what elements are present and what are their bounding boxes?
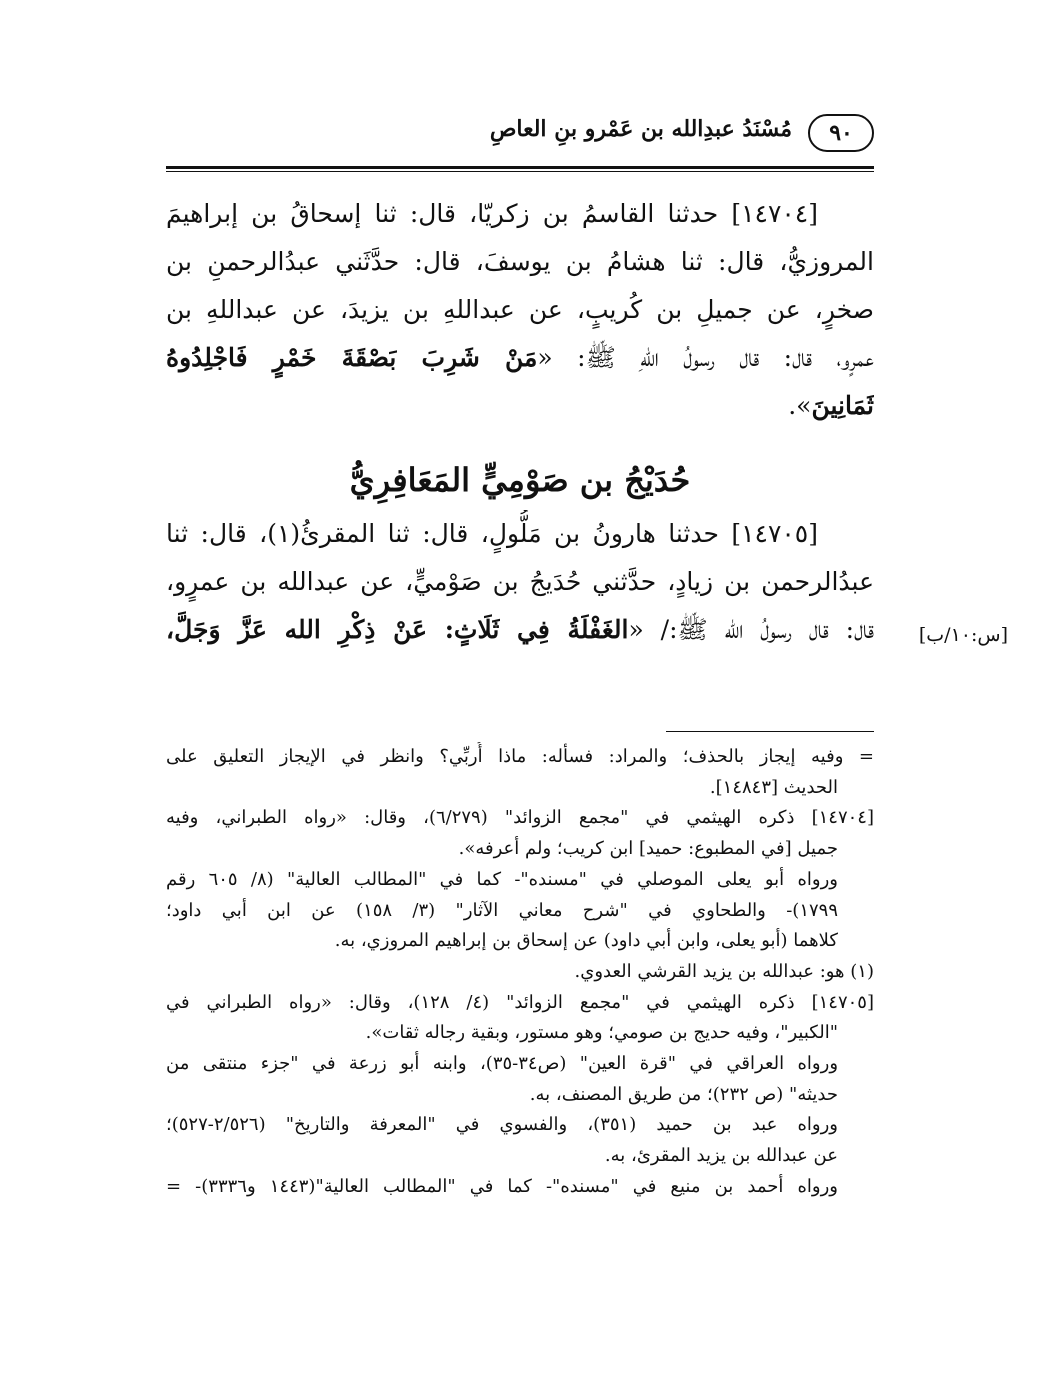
running-title: مُسْنَدُ عبدِالله بن عَمْرو بنِ العاصِ [489, 116, 792, 142]
footnote-line: ورواه العراقي في "قرة العين" (ص٣٤-٣٥)، وابنه أبو زرعة في "جزء منتقى من [166, 1053, 839, 1075]
hadith-14705-line-3-plain: قال: قال رسولُ الله ﷺ:/ « [628, 615, 874, 644]
hadith-14704-matn-2: ثَمَانِينَ [811, 391, 874, 420]
hadith-14705-line-2: عبدُالرحمن بن زيادٍ، حدَّثني حُدَيجُ بن صَوْميٍّ، عن عبدالله بن عمرٍو، [166, 567, 874, 596]
hadith-14704-line-5-plain: ». [788, 391, 812, 420]
page-number: ٩٠ [808, 114, 874, 152]
hadith-14704-line-4-plain: عمرٍو، قال: قال رسولُ اللهِ ﷺ: « [537, 343, 874, 372]
footnote-line: ورواه عبد بن حميد (٣٥١)، والفسوي في "المعرفة والتاريخ" (٢/٥٢٦-٥٢٧)؛ [166, 1114, 838, 1136]
hadith-14704-line-4 [166, 334, 874, 382]
main-text [166, 190, 1008, 654]
hadith-14705-line-1: [١٤٧٠٥] حدثنا هارونُ بن مَلُّولٍ، قال: ثنا المقرئُ(١)، قال: ثنا [166, 519, 818, 548]
manuscript-margin-note: [س:١٠/ب] [918, 624, 1008, 646]
footnote-line: الحديث [١٤٨٤٣]. [709, 776, 838, 798]
footnote-line: ورواه أحمد بن منيع في "مسنده"- كما في "المطالب العالية"(١٤٤٣ و٣٣٣٦)- = [166, 1175, 838, 1197]
footnote-line: جميل [في المطبوع: حميد] ابن كريب؛ ولم أعرفه». [458, 838, 838, 860]
hadith-14705-matn: الغَفْلَةُ فِي ثَلَاثٍ: عَنْ ذِكْرِ الله عَزَّ وَجَلَّ، [166, 615, 629, 644]
footnote-line: (١) هو: عبدالله بن يزيد القرشي العدوي. [574, 960, 874, 982]
footnote-line: حديثه" (ص ٢٣٢)؛ من طريق المصنف، به. [529, 1083, 838, 1105]
footnote-line: كلاهما (أبو يعلى، وابن أبي داود) عن إسحاق بن إبراهيم المروزي، به. [334, 930, 838, 952]
footnote-line: عن عبدالله بن يزيد المقرئ، به. [604, 1145, 838, 1167]
footnote-line: ورواه أبو يعلى الموصلي في "مسنده"- كما في "المطالب العالية" (٨/ ٦٠٥ رقم [166, 868, 838, 890]
footnote-rule [666, 731, 874, 732]
header-rule-thin [166, 171, 874, 172]
page-header [166, 112, 874, 160]
section-heading: حُدَيْجُ بن صَوْمِيٍّ المَعَافِرِيُّ [349, 461, 691, 499]
footnotes [166, 742, 874, 1203]
hadith-14705-line-3 [166, 606, 874, 654]
hadith-14704-line-3: صخرٍ، عن جميلِ بن كُريبٍ، عن عبداللهِ بن يزيدَ، عن عبداللهِ بن [166, 295, 874, 324]
hadith-14704-line-1: [١٤٧٠٤] حدثنا القاسمُ بن زكريّا، قال: ثنا إسحاقُ بن إبراهيمَ [166, 199, 818, 228]
footnote-line: [١٤٧٠٥] ذكره الهيثمي في "مجمع الزوائد" (٤/ ١٢٨)، وقال: «رواه الطبراني في [166, 991, 874, 1013]
header-rule [166, 166, 874, 169]
hadith-14704-line-2: المروزيُّ، قال: ثنا هشامُ بن يوسفَ، قال: حدَّثَني عبدُالرحمنِ بن [166, 247, 874, 276]
hadith-14705 [166, 510, 1008, 654]
footnote-line: = وفيه إيجاز بالحذف؛ والمراد: فسأله: ماذا أُربِّي؟ وانظر في الإيجاز التعليق على [166, 746, 874, 767]
hadith-14704 [166, 190, 874, 430]
footnote-line: ١٧٩٩)- والطحاوي في "شرح معاني الآثار" (٣/ ١٥٨) عن ابن أبي داود؛ [166, 899, 838, 921]
footnote-line: "الكبير"، وفيه حديج بن صومي؛ وهو مستور، وبقية رجاله ثقات». [365, 1022, 838, 1044]
footnote-line: [١٤٧٠٤] ذكره الهيثمي في "مجمع الزوائد" (٦/٢٧٩)، وقال: «رواه الطبراني، وفيه [166, 807, 874, 829]
hadith-14704-matn-1: مَنْ شَرِبَ بَصْقَةَ خَمْرٍ فَاجْلِدُوهُ [166, 343, 538, 372]
hadith-14704-line-5 [166, 382, 874, 430]
